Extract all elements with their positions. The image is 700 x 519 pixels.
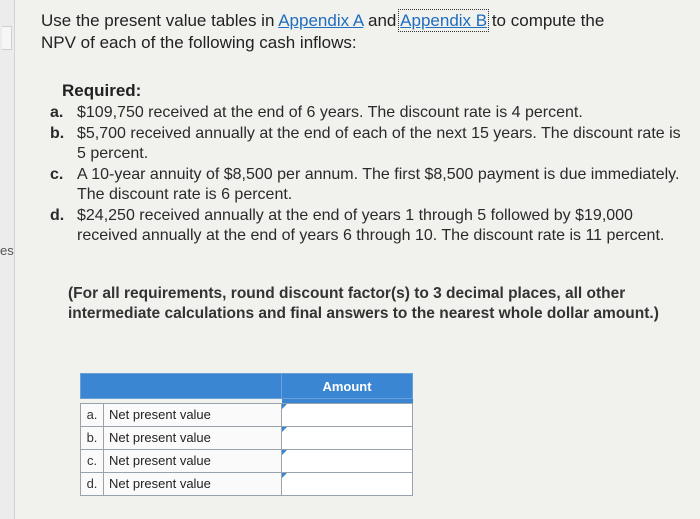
amount-input-a[interactable]	[282, 406, 412, 424]
requirement-text: $24,250 received annually at the end of years 1 through 5 followed by $19,000 received annually at the end of years 6 through 10. The discount rate is 11 percent.	[77, 207, 665, 244]
row-label	[81, 473, 282, 496]
row-letter: b.	[81, 427, 104, 449]
sidebar-tab[interactable]	[2, 26, 12, 50]
table-row	[81, 427, 413, 450]
header-amount: Amount	[282, 374, 413, 399]
appendix-a-link[interactable]: Appendix A	[278, 11, 364, 30]
amount-input-b[interactable]	[282, 429, 412, 447]
row-label	[81, 450, 282, 473]
cell-corner-marker	[282, 427, 287, 432]
intro-line2: NPV of each of the following cash inflows:	[41, 33, 357, 52]
required-heading: Required:	[62, 81, 142, 100]
table-row	[81, 404, 413, 427]
row-label-text: Net present value	[109, 407, 211, 422]
row-label-text: Net present value	[109, 430, 211, 445]
row-letter: c.	[81, 450, 104, 472]
table-row	[81, 473, 413, 496]
amount-cell	[282, 404, 413, 427]
question-intro	[41, 10, 700, 54]
left-sidebar-edge	[0, 0, 15, 519]
table-row	[81, 450, 413, 473]
amount-input-d[interactable]	[282, 475, 412, 493]
cell-corner-marker	[282, 404, 287, 409]
requirement-d	[50, 206, 690, 246]
requirement-letter: d.	[50, 207, 65, 224]
requirement-text: $109,750 received at the end of 6 years. The discount rate is 4 percent.	[77, 104, 583, 121]
amount-cell	[282, 427, 413, 450]
intro-mid: and	[363, 11, 401, 30]
row-label	[81, 427, 282, 450]
table-header-row	[81, 374, 413, 399]
sidebar-edge-label: es	[0, 243, 14, 258]
requirement-c	[50, 165, 690, 205]
amount-cell	[282, 450, 413, 473]
intro-suffix: to compute the	[487, 11, 605, 30]
appendix-b-link[interactable]: Appendix B	[400, 11, 488, 30]
amount-input-c[interactable]	[282, 452, 412, 470]
row-letter: d.	[81, 473, 104, 495]
requirements-list	[50, 103, 690, 247]
header-blank-cell	[81, 374, 282, 399]
requirement-text: A 10-year annuity of $8,500 per annum. The first $8,500 payment is due immediately. The discount rate is 6 percent.	[77, 166, 680, 203]
requirement-letter: a.	[50, 104, 64, 121]
requirement-text: $5,700 received annually at the end of each of the next 15 years. The discount rate is 5 percent.	[77, 125, 681, 162]
row-label	[81, 404, 282, 427]
row-label-text: Net present value	[109, 476, 211, 491]
intro-prefix: Use the present value tables in	[41, 11, 279, 30]
amount-cell	[282, 473, 413, 496]
rounding-instructions: (For all requirements, round discount factor(s) to 3 decimal places, all other intermediate calculations and final answers to the nearest whole dollar amount.)	[68, 285, 659, 322]
cell-corner-marker	[282, 473, 287, 478]
answer-table	[80, 373, 413, 496]
requirement-b	[50, 124, 690, 164]
cell-corner-marker	[282, 450, 287, 455]
requirement-letter: c.	[50, 166, 64, 183]
requirement-a	[50, 103, 690, 123]
row-label-text: Net present value	[109, 453, 211, 468]
requirement-letter: b.	[50, 125, 65, 142]
row-letter: a.	[81, 404, 104, 426]
